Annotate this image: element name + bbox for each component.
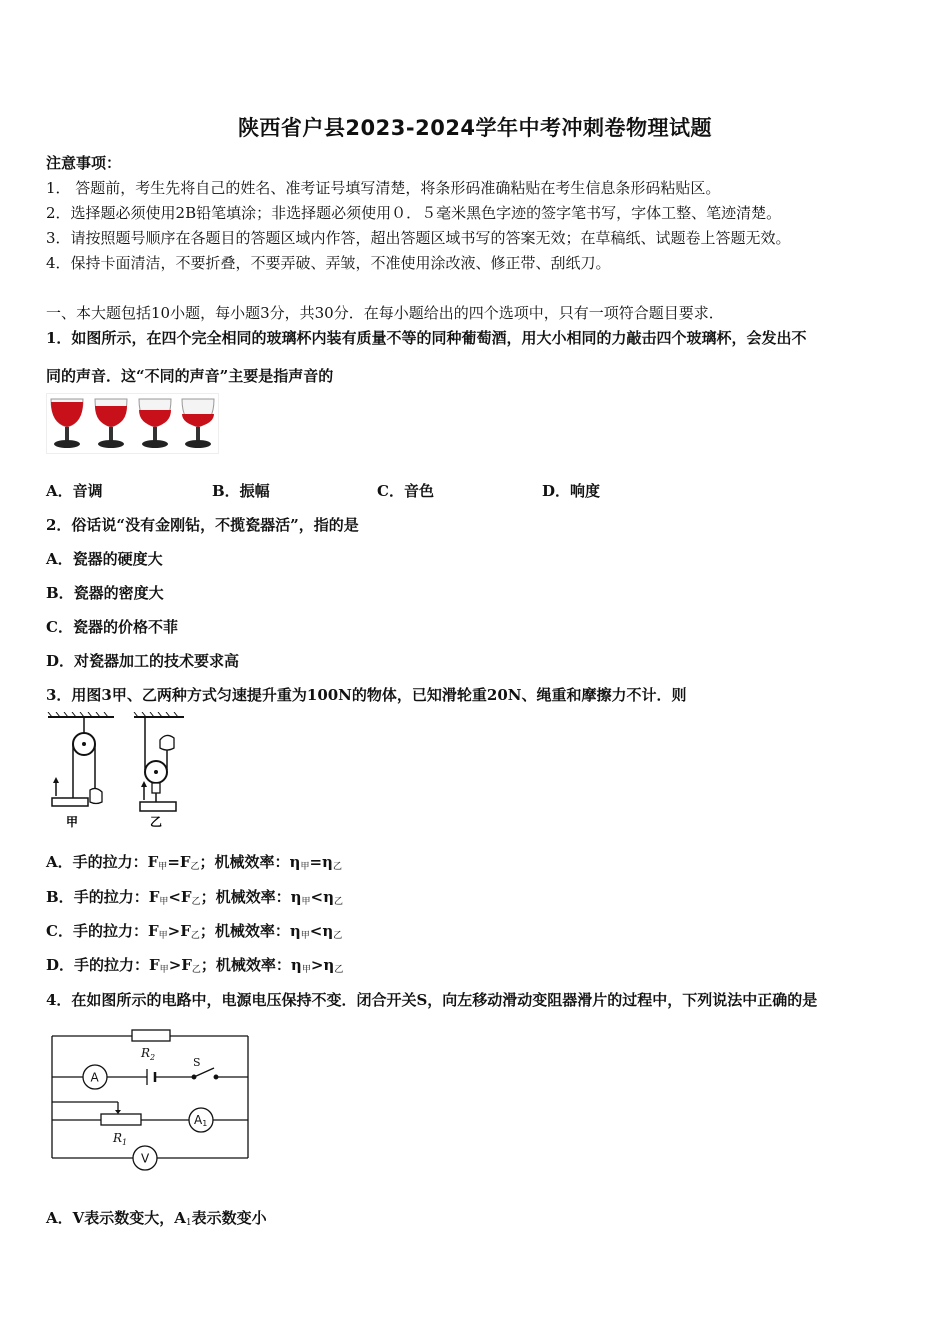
page-title: 陕西省户县2023-2024学年中考冲刺卷物理试题: [237, 116, 713, 140]
q2-stem: 2．俗话说“没有金刚钻，不揽瓷器活”，指的是: [46, 516, 359, 534]
q1-option-a[interactable]: A．音调: [46, 482, 103, 500]
svg-text:R1: $R_1$: [113, 1131, 128, 1147]
q3-stem: 3．用图3甲、乙两种方式匀速提升重为100N的物体，已知滑轮重20N、绳重和摩擦力不计．则: [46, 686, 687, 704]
q1-option-b[interactable]: B．振幅: [212, 482, 270, 500]
notice-item: 4．保持卡面清洁，不要折叠，不要弄破、弄皱，不准使用涂改液、修正带、刮纸刀。: [46, 254, 611, 272]
q1-option-d[interactable]: D．响度: [542, 482, 601, 500]
q3-option-c[interactable]: C．手的拉力：$F_甲>F_乙$；机械效率：$\eta_甲<\eta_乙$: [46, 922, 343, 941]
q4-stem: 4．在如图所示的电路中，电源电压保持不变．闭合开关S，向左移动滑动变阻器滑片的过程中，下列说法中正确的是: [46, 991, 818, 1009]
notice-heading: 注意事项：: [46, 154, 122, 172]
wine-glass-2: [95, 399, 127, 448]
q3-option-a[interactable]: A．手的拉力：$F_甲=F_乙$；机械效率：$\eta_甲=\eta_乙$: [46, 853, 342, 872]
q1-option-c[interactable]: C．音色: [377, 482, 434, 500]
svg-text:A1: A1: [194, 1113, 208, 1128]
pulley-figure: [46, 712, 186, 832]
label-r2: R: [141, 1046, 151, 1060]
q2-option-d[interactable]: D．对瓷器加工的技术要求高: [46, 652, 240, 670]
pulley-yi: [134, 712, 184, 811]
label-r1: R: [113, 1131, 123, 1145]
ammeter-a1-label: A: [194, 1113, 203, 1127]
pulley-jia: [48, 712, 114, 806]
pulley-label-yi: 乙: [150, 815, 163, 829]
pulley-label-jia: 甲: [66, 815, 79, 829]
q3-option-d[interactable]: D．手的拉力：$F_甲>F_乙$；机械效率：$\eta_甲>\eta_乙$: [46, 956, 344, 975]
wine-glass-4: [182, 399, 214, 448]
q1-stem-line1: 1．如图所示，在四个完全相同的玻璃杯内装有质量不等的同种葡萄酒，用大小相同的力敲击四个玻璃杯，会发出不: [46, 329, 807, 347]
q4-option-a[interactable]: A．V表示数变大，$A_1$表示数变小: [46, 1209, 267, 1228]
voltmeter-label: V: [141, 1151, 150, 1166]
q2-option-c[interactable]: C．瓷器的价格不菲: [46, 618, 178, 636]
notice-item: 1． 答题前，考生先将自己的姓名、准考证号填写清楚，将条形码准确粘贴在考生信息条形码粘贴区。: [46, 179, 721, 197]
wine-glasses-figure: [46, 393, 220, 455]
svg-text:R2: $R_2$: [141, 1046, 156, 1062]
q1-stem-line2: 同的声音．这“不同的声音”主要是指声音的: [46, 367, 334, 385]
section-heading: 一、本大题包括10小题，每小题3分，共30分．在每小题给出的四个选项中，只有一项符合题目要求．: [46, 304, 724, 322]
wine-glass-3: [139, 399, 171, 448]
q3-option-b[interactable]: B．手的拉力：$F_甲<F_乙$；机械效率：$\eta_甲<\eta_乙$: [46, 888, 344, 907]
ammeter-a-label: A: [90, 1070, 99, 1085]
notice-item: 3．请按照题号顺序在各题目的答题区域内作答，超出答题区域书写的答案无效；在草稿纸、试题卷上答题无效。: [46, 229, 791, 247]
label-switch: S: [193, 1056, 201, 1069]
wine-glass-1: [51, 399, 83, 448]
q2-option-a[interactable]: A．瓷器的硬度大: [46, 550, 163, 568]
notice-item: 2．选择题必须使用2B铅笔填涂；非选择题必须使用０．５毫米黑色字迹的签字笔书写，字体工整、笔迹清楚。: [46, 204, 782, 222]
circuit-figure: [46, 1024, 254, 1174]
q2-option-b[interactable]: B．瓷器的密度大: [46, 584, 164, 602]
